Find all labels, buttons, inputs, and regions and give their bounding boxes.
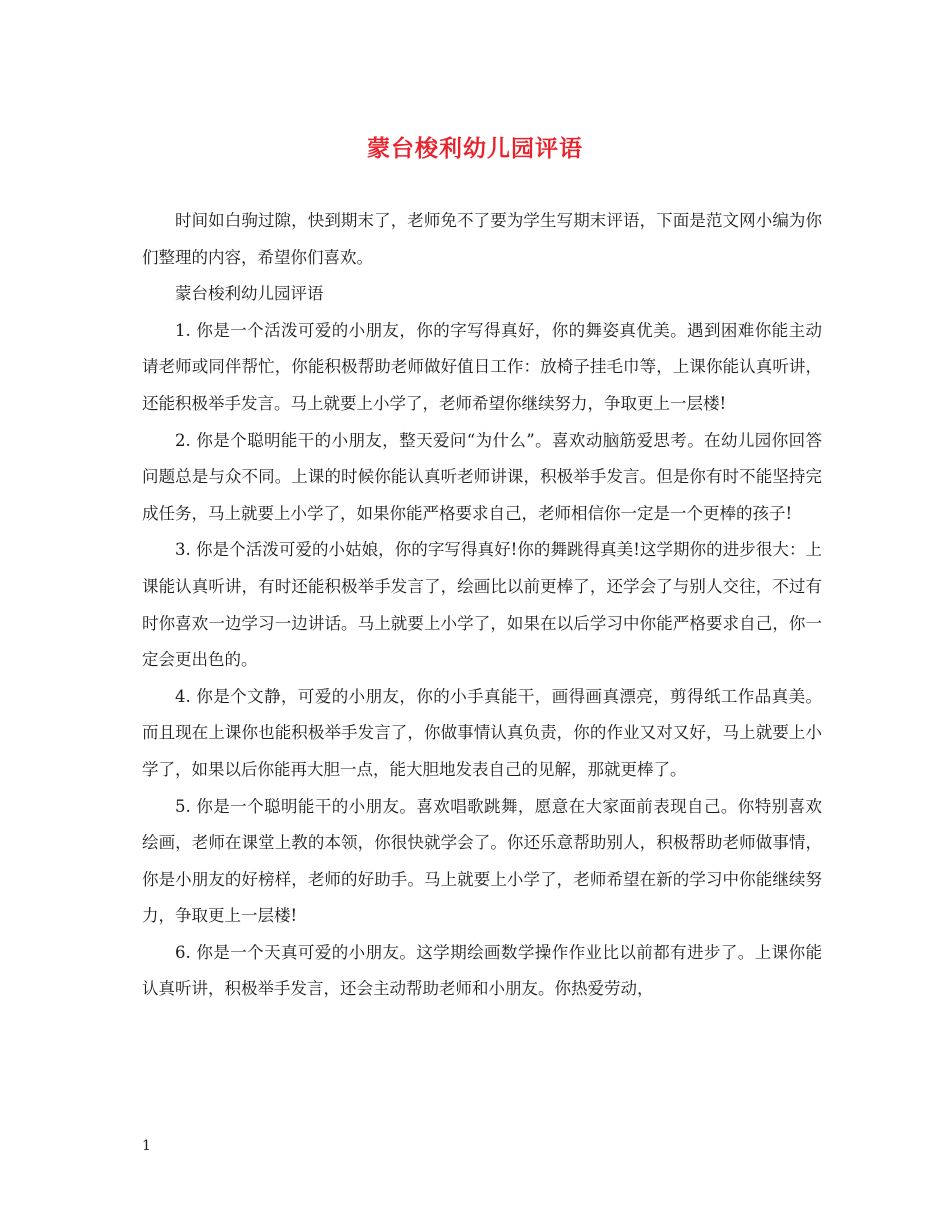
comment-paragraph-6: 6. 你是一个天真可爱的小朋友。这学期绘画数学操作作业比以前都有进步了。上课你能认真听讲，积极举手发言，还会主动帮助老师和小朋友。你热爱劳动， (142, 942, 822, 999)
section-heading: 蒙台梭利幼儿园评语 (175, 284, 324, 304)
document-body (142, 203, 822, 1008)
comment-paragraph-2: 2. 你是个聪明能干的小朋友，整天爱问“为什么”。喜欢动脑筋爱思考。在幼儿园你回答问题总是与众不同。上课的时候你能认真听老师讲课，积极举手发言。但是你有时不能坚持完成任务，马上就要上小学了，如果你能严格要求自己，老师相信你一定是一个更棒的孩子! (142, 430, 822, 523)
comment-paragraph-3: 3. 你是个活泼可爱的小姑娘，你的字写得真好!你的舞跳得真美!这学期你的进步很大：上课能认真听讲，有时还能积极举手发言了，绘画比以前更棒了，还学会了与别人交往，不过有时你喜欢一边学习一边讲话。马上就要上小学了，如果在以后学习中你能严格要求自己，你一定会更出色的。 (142, 540, 822, 670)
comment-paragraph-5: 5. 你是一个聪明能干的小朋友。喜欢唱歌跳舞，愿意在大家面前表现自己。你特别喜欢绘画，老师在课堂上教的本领，你很快就学会了。你还乐意帮助别人，积极帮助老师做事情，你是小朋友的好榜样，老师的好助手。马上就要上小学了，老师希望在新的学习中你能继续努力，争取更上一层楼! (142, 796, 822, 926)
intro-paragraph: 时间如白驹过隙，快到期末了，老师免不了要为学生写期末评语，下面是范文网小编为你们整理的内容，希望你们喜欢。 (142, 211, 822, 267)
document-title: 蒙台梭利幼儿园评语 (367, 135, 583, 162)
comment-paragraph-4: 4. 你是个文静，可爱的小朋友，你的小手真能干，画得画真漂亮，剪得纸工作品真美。而且现在上课你也能积极举手发言了，你做事情认真负责，你的作业又对又好，马上就要上小学了，如果以后你能再大胆一点，能大胆地发表自己的见解，那就更棒了。 (142, 686, 822, 779)
page-number: 1 (142, 1138, 151, 1154)
comment-paragraph-1: 1. 你是一个活泼可爱的小朋友，你的字写得真好，你的舞姿真优美。遇到困难你能主动请老师或同伴帮忙，你能积极帮助老师做好值日工作：放椅子挂毛巾等，上课你能认真听讲，还能积极举手发言。马上就要上小学了，老师希望你继续努力，争取更上一层楼! (142, 320, 822, 413)
